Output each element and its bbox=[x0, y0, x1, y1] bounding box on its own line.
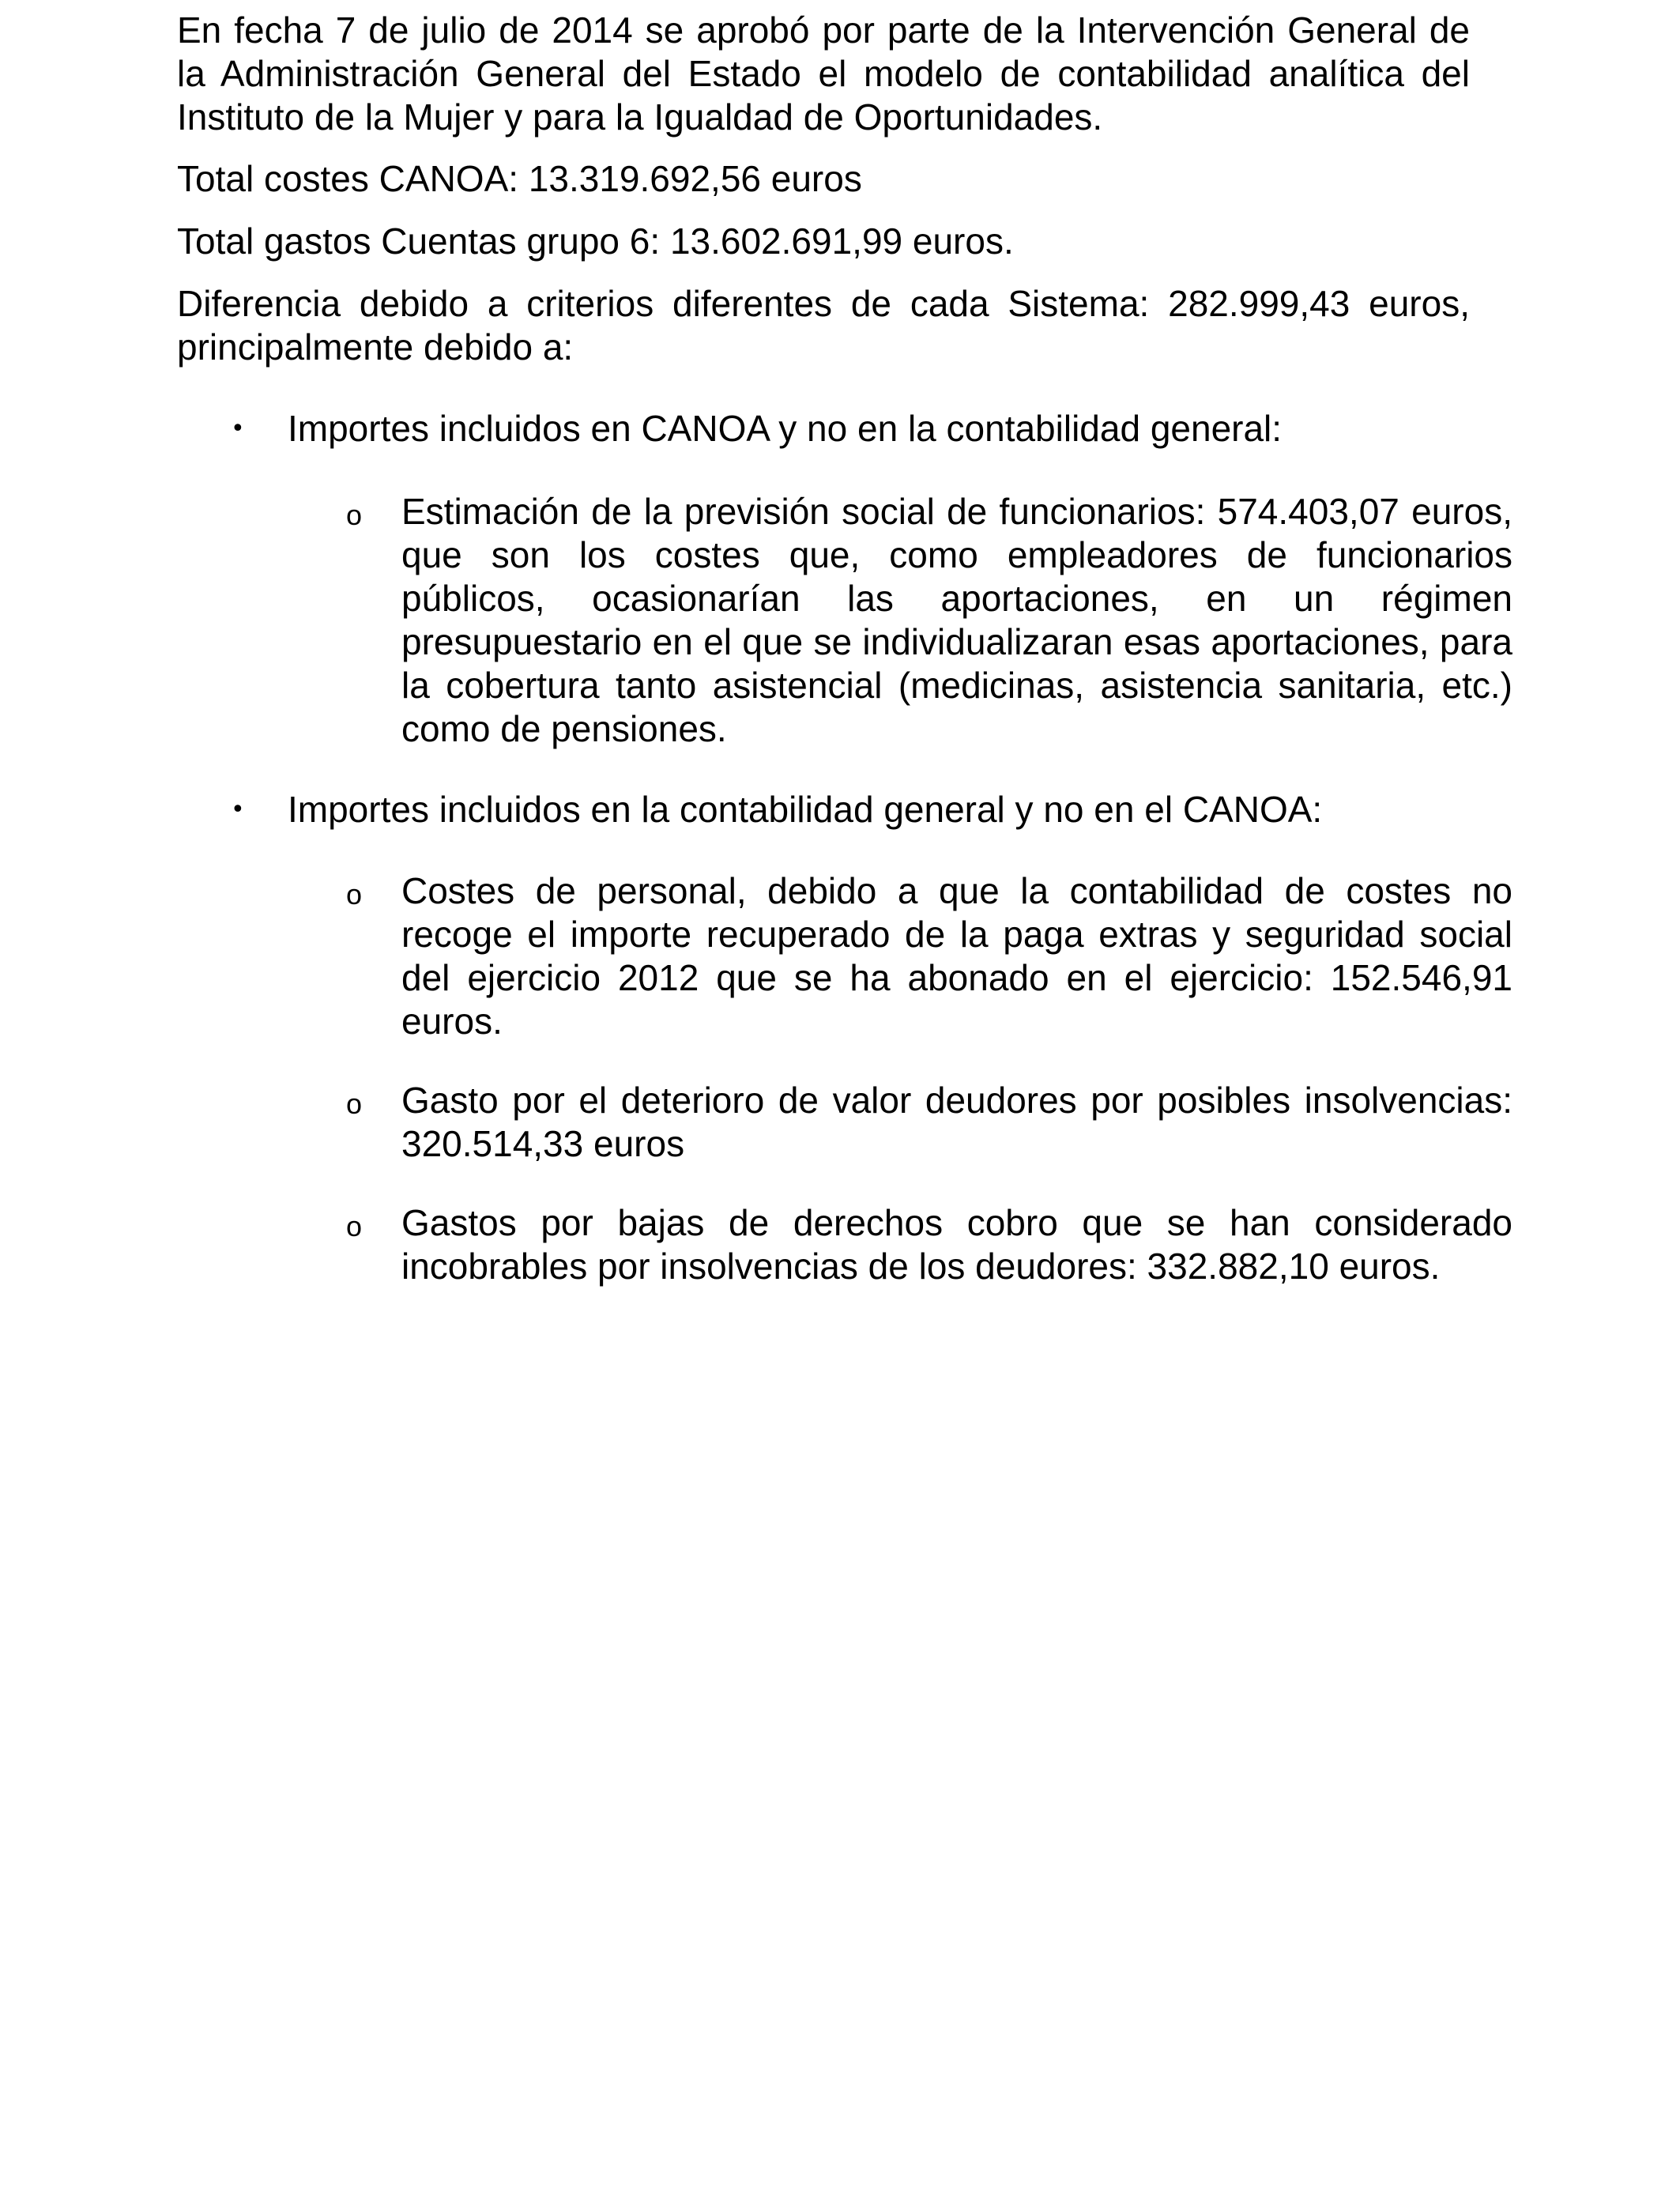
list-item-text: Costes de personal, debido a que la contabilidad de costes no recoge el importe recuperado de la paga extras y seguridad social del ejercicio 2012 que se ha abonado en el ejercicio: 152.546,91 euros. bbox=[401, 870, 1512, 1042]
circle-bullet-icon: o bbox=[346, 1210, 363, 1242]
list-item-text: Gastos por bajas de derechos cobro que se han considerado incobrables por insolvencias de los deudores: 332.882,10 euros. bbox=[401, 1202, 1512, 1287]
list-item-text: Estimación de la previsión social de funcionarios: 574.403,07 euros, que son los costes que, como empleadores de funcionarios públicos, ocasionarían las aportaciones, en un régimen presupuestario en el que se individualizaran esas aportaciones, para la cobertura tanto asistencial (medicinas, asistencia sanitaria, etc.) como de pensiones. bbox=[401, 491, 1512, 749]
circle-bullet-icon: o bbox=[346, 878, 363, 910]
circle-bullet-icon: o bbox=[346, 1088, 363, 1120]
diferencia-paragraph: Diferencia debido a criterios diferentes de cada Sistema: 282.999,43 euros, principalmente debido a: bbox=[177, 283, 1470, 368]
intro-paragraph: En fecha 7 de julio de 2014 se aprobó por parte de la Intervención General de la Administración General del Estado el modelo de contabilidad analítica del Instituto de la Mujer y para la Igualdad de Oportunidades. bbox=[177, 9, 1470, 138]
bullet-icon: • bbox=[231, 415, 245, 443]
total-canoa-line: Total costes CANOA: 13.319.692,56 euros bbox=[177, 158, 862, 199]
section-heading-text: Importes incluidos en la contabilidad general y no en el CANOA: bbox=[288, 789, 1323, 830]
bullet-icon: • bbox=[231, 796, 245, 824]
list-item-text: Gasto por el deterioro de valor deudores por posibles insolvencias: 320.514,33 euros bbox=[401, 1080, 1512, 1164]
section-heading-text: Importes incluidos en CANOA y no en la contabilidad general: bbox=[288, 408, 1283, 449]
total-gastos-line: Total gastos Cuentas grupo 6: 13.602.691,99 euros. bbox=[177, 221, 1014, 262]
circle-bullet-icon: o bbox=[346, 499, 363, 531]
